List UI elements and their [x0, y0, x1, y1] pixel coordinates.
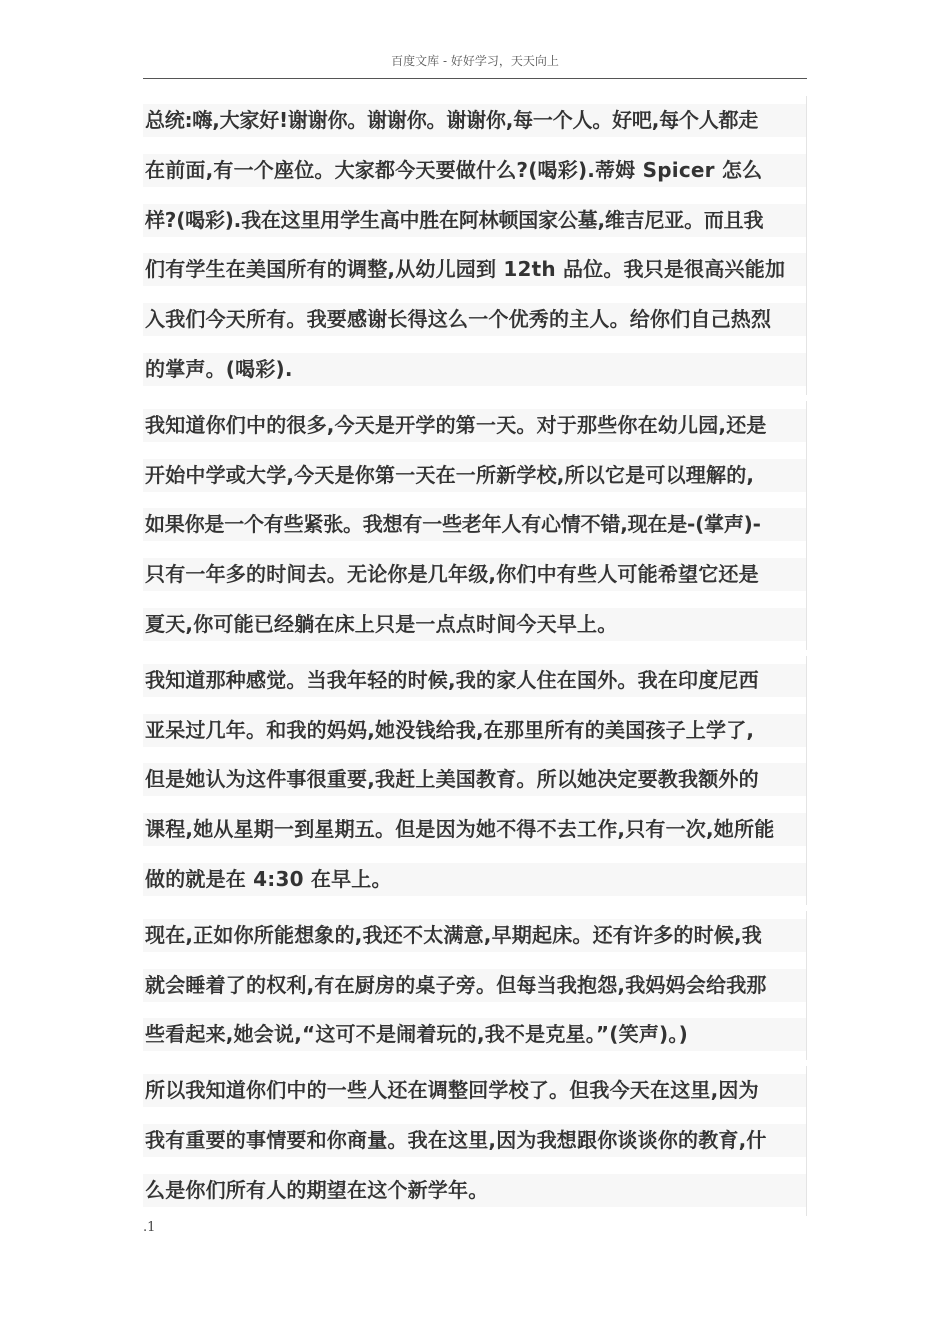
- paragraph-1: [143, 96, 807, 395]
- paragraph-2: [143, 401, 807, 650]
- page-header: 百度文库 - 好好学习，天天向上: [391, 54, 559, 68]
- text-line: 如果你是一个有些紧张。我想有一些老年人有心情不错,现在是-(掌声)-: [143, 500, 807, 550]
- document-body: [143, 96, 807, 1222]
- text-line: 夏天,你可能已经躺在床上只是一点点时间今天早上。: [143, 600, 807, 650]
- text-line: 入我们今天所有。我要感谢长得这么一个优秀的主人。给你们自己热烈: [143, 295, 807, 345]
- text-line: 些看起来,她会说,“这可不是闹着玩的,我不是克星。”(笑声)。): [143, 1010, 807, 1060]
- paragraph-5: [143, 1066, 807, 1215]
- text-line: 们有学生在美国所有的调整,从幼儿园到 12th 品位。我只是很高兴能加: [143, 245, 807, 295]
- text-line: 我有重要的事情要和你商量。我在这里,因为我想跟你谈谈你的教育,什: [143, 1116, 807, 1166]
- text-line: 现在,正如你所能想象的,我还不太满意,早期起床。还有许多的时候,我: [143, 911, 807, 961]
- text-line: 开始中学或大学,今天是你第一天在一所新学校,所以它是可以理解的,: [143, 451, 807, 501]
- text-line: 做的就是在 4:30 在早上。: [143, 855, 807, 905]
- text-line: 在前面,有一个座位。大家都今天要做什么?(喝彩).蒂姆 Spicer 怎么: [143, 146, 807, 196]
- text-line: 亚呆过几年。和我的妈妈,她没钱给我,在那里所有的美国孩子上学了,: [143, 706, 807, 756]
- text-line: 所以我知道你们中的一些人还在调整回学校了。但我今天在这里,因为: [143, 1066, 807, 1116]
- paragraph-4: [143, 911, 807, 1060]
- page-number: .1: [143, 1220, 156, 1235]
- header-divider: [143, 78, 807, 79]
- text-line: 只有一年多的时间去。无论你是几年级,你们中有些人可能希望它还是: [143, 550, 807, 600]
- text-line: 就会睡着了的权利,有在厨房的桌子旁。但每当我抱怨,我妈妈会给我那: [143, 961, 807, 1011]
- text-line: 我知道那种感觉。当我年轻的时候,我的家人住在国外。我在印度尼西: [143, 656, 807, 706]
- text-line: 但是她认为这件事很重要,我赶上美国教育。所以她决定要教我额外的: [143, 755, 807, 805]
- text-line: 样?(喝彩).我在这里用学生高中胜在阿林顿国家公墓,维吉尼亚。而且我: [143, 196, 807, 246]
- text-line: 总统:嗨,大家好!谢谢你。谢谢你。谢谢你,每一个人。好吧,每个人都走: [143, 96, 807, 146]
- text-line: 我知道你们中的很多,今天是开学的第一天。对于那些你在幼儿园,还是: [143, 401, 807, 451]
- text-line: 课程,她从星期一到星期五。但是因为她不得不去工作,只有一次,她所能: [143, 805, 807, 855]
- text-line: 的掌声。(喝彩).: [143, 345, 807, 395]
- text-line: 么是你们所有人的期望在这个新学年。: [143, 1166, 807, 1216]
- paragraph-3: [143, 656, 807, 905]
